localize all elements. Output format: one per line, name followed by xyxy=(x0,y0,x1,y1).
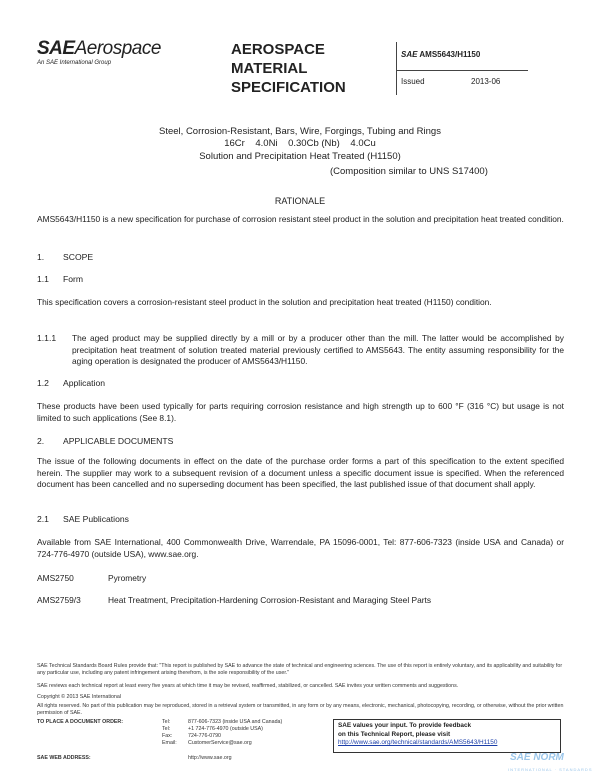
rationale-heading: RATIONALE xyxy=(274,196,326,206)
reference-title: Heat Treatment, Precipitation-Hardening Corrosion-Resistant and Maraging Steel Parts xyxy=(108,595,432,605)
order-label: TO PLACE A DOCUMENT ORDER: xyxy=(37,719,124,725)
reference-code: AMS2750 xyxy=(37,573,74,583)
feedback-line-1: SAE values your input. To provide feedback xyxy=(338,722,472,729)
rationale-text: AMS5643/H1150 is a new specification for purchase of corrosion resistant steel product in the solution and precipitation heat treated condition. xyxy=(37,214,564,224)
footer-copyright: Copyright © 2013 SAE International xyxy=(37,694,121,700)
footer-board-rules: SAE Technical Standards Board Rules provide that: "This report is published by SAE to advance the state of technical and engineering sciences. The use of this report is entirely voluntary, and its applicability and suitability for any particular use, including any patent infringement arising therefrom, is the sole responsibility of the user." xyxy=(37,663,563,676)
footer-review-note: SAE reviews each technical report at least every five years at which time it may be revised, reaffirmed, stabilized, or cancelled. SAE invites your written comments and suggestions. xyxy=(37,683,459,689)
watermark-logo: SAE NORM xyxy=(510,752,564,763)
tel2-value: +1 724-776-4970 (outside USA) xyxy=(188,726,263,732)
title-line-1: AEROSPACE xyxy=(231,41,325,58)
title-line-3: SPECIFICATION xyxy=(231,79,346,96)
tel2-label: Tel: xyxy=(162,726,171,732)
subject-line-1: Steel, Corrosion-Resistant, Bars, Wire, Forgings, Tubing and Rings xyxy=(159,126,441,137)
reference-title: Pyrometry xyxy=(108,573,147,583)
tel-label: Tel: xyxy=(162,719,171,725)
section-2-1-title: SAE Publications xyxy=(63,514,129,524)
fax-value: 724-776-0790 xyxy=(188,733,221,739)
fax-label: Fax: xyxy=(162,733,173,739)
document-type-title xyxy=(231,40,381,97)
reference-code: AMS2759/3 xyxy=(37,595,81,605)
doc-info-divider xyxy=(397,70,528,71)
logo-subtitle: An SAE International Group xyxy=(37,60,112,66)
issued-label: Issued xyxy=(401,77,425,86)
web-value[interactable]: http://www.sae.org xyxy=(188,755,232,761)
section-1-2-title: Application xyxy=(63,378,106,388)
section-1-1-title: Form xyxy=(63,274,84,284)
tel-value: 877-606-7323 (inside USA and Canada) xyxy=(188,719,283,725)
logo-aerospace: Aerospace xyxy=(74,38,161,59)
footer-rights: All rights reserved. No part of this publication may be reproduced, stored in a retrieval system or transmitted, in any form or by any means, electronic, mechanical, photocopying, recording, or otherwise, without the prior written permission of SAE. xyxy=(37,703,564,716)
section-1-1-text: This specification covers a corrosion-resistant steel product in the solution and precipitation heat treated (H1150) condition. xyxy=(37,297,492,307)
section-2-title: APPLICABLE DOCUMENTS xyxy=(63,436,174,446)
section-2-number: 2. xyxy=(37,436,45,446)
section-2-1-text: Available from SAE International, 400 Commonwealth Drive, Warrendale, PA 15096-0001, Tel: 877-606-7323 (inside USA and Canada) or 724-776-4970 (outside USA), www.sae.org. xyxy=(37,537,564,559)
feedback-line-2: on this Technical Report, please visit xyxy=(338,730,451,738)
section-2-text: The issue of the following documents in effect on the date of the purchase order forms a part of this specification to the extent specified herein. The supplier may work to a subsequent revision of a document unless a specific document issue is specified. When the referenced document has been cancelled and no superseding document has been specified, the last published issue of that document shall apply. xyxy=(37,456,564,489)
title-line-2: MATERIAL xyxy=(231,60,308,77)
section-1-2-number: 1.2 xyxy=(37,378,49,388)
email-label: Email: xyxy=(162,740,177,746)
subject-line-2: 16Cr 4.0Ni 0.30Cb (Nb) 4.0Cu xyxy=(224,138,376,149)
section-1-2-text: These products have been used typically for parts requiring corrosion resistance and high strength up to 600 °F (316 °C) but usage is not limited to such applications (See 8.1). xyxy=(37,401,564,423)
watermark-subtitle: INTERNATIONAL · STANDARDS xyxy=(508,767,593,772)
subject-line-3: Solution and Precipitation Heat Treated (H1150) xyxy=(199,151,401,162)
sae-logo: SAEAerospace xyxy=(37,38,161,59)
feedback-link[interactable]: http://www.sae.org/technical/standards/AMS5643/H1150 xyxy=(338,739,498,746)
section-1-title: SCOPE xyxy=(63,252,94,262)
section-2-1-number: 2.1 xyxy=(37,514,49,524)
section-1-1-number: 1.1 xyxy=(37,274,49,284)
document-number: SAE AMS5643/H1150 xyxy=(401,50,481,59)
subject-line-4: (Composition similar to UNS S17400) xyxy=(330,166,488,177)
web-label: SAE WEB ADDRESS: xyxy=(37,755,91,761)
email-value[interactable]: CustomerService@sae.org xyxy=(188,740,252,746)
section-1-1-1-number: 1.1.1 xyxy=(37,333,57,343)
issued-date: 2013-06 xyxy=(471,77,501,86)
section-1-1-1-text: The aged product may be supplied directly by a mill or by a producer other than the mill. The latter would be accomplished by precipitation heat treatment of solution treated material previously certified to AMS5643. The entity assuming responsibility for the aging operation is designated the producer of AMS5643/H1150. xyxy=(72,333,564,366)
section-1-number: 1. xyxy=(37,252,45,262)
feedback-box xyxy=(333,719,561,753)
